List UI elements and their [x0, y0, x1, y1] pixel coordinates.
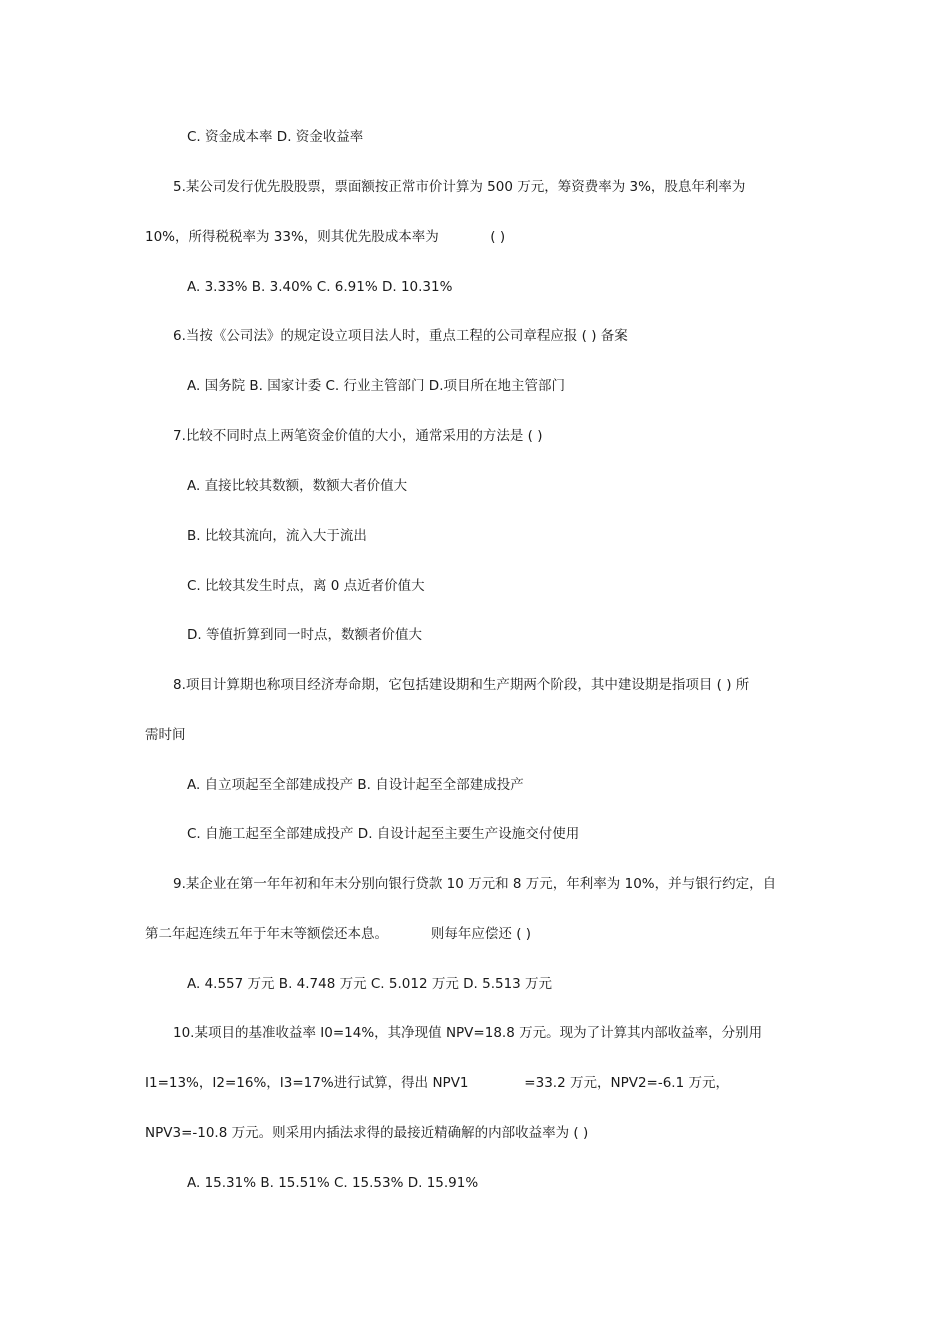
question-9-text-cont: 第二年起连续五年于年末等额偿还本息。 则每年应偿还 ( ) [145, 926, 532, 942]
question-5-text: 5.某公司发行优先股股票，票面额按正常市价计算为 500 万元，筹资费率为 3%，股息年利率为 [173, 179, 746, 195]
question-8-text-cont: 需时间 [145, 727, 186, 743]
question-7-option-d: D. 等值折算到同一时点，数额者价值大 [187, 627, 422, 643]
question-8-options-cd: C. 自施工起至全部建成投产 D. 自设计起至主要生产设施交付使用 [187, 826, 580, 842]
question-9-text: 9.某企业在第一年年初和年末分别向银行贷款 10 万元和 8 万元，年利率为 10%，并与银行约定，自 [173, 876, 777, 892]
question-5-text-cont: 10%，所得税税率为 33%，则其优先股成本率为 ( ) [145, 229, 506, 245]
question-5-options: A. 3.33% B. 3.40% C. 6.91% D. 10.31% [187, 279, 453, 295]
question-6-options: A. 国务院 B. 国家计委 C. 行业主管部门 D.项目所在地主管部门 [187, 378, 565, 394]
question-7-option-c: C. 比较其发生时点，离 0 点近者价值大 [187, 578, 425, 594]
question-6-text: 6.当按《公司法》的规定设立项目法人时，重点工程的公司章程应报 ( ) 备案 [173, 328, 628, 344]
question-10-text-cont2: NPV3=-10.8 万元。则采用内插法求得的最接近精确解的内部收益率为 ( ) [145, 1125, 589, 1141]
question-10-text: 10.某项目的基准收益率 I0=14%，其净现值 NPV=18.8 万元。现为了计算其内部收益率，分别用 [173, 1025, 763, 1041]
option-line-q4-cd: C. 资金成本率 D. 资金收益率 [187, 129, 364, 145]
question-9-options: A. 4.557 万元 B. 4.748 万元 C. 5.012 万元 D. 5.513 万元 [187, 976, 553, 992]
question-10-text-cont: I1=13%，I2=16%，I3=17%进行试算，得出 NPV1 =33.2 万元，NPV2=-6.1 万元， [145, 1075, 729, 1091]
question-7-text: 7.比较不同时点上两笔资金价值的大小，通常采用的方法是 ( ) [173, 428, 543, 444]
question-8-options-ab: A. 自立项起至全部建成投产 B. 自设计起至全部建成投产 [187, 777, 524, 793]
question-10-options: A. 15.31% B. 15.51% C. 15.53% D. 15.91% [187, 1175, 479, 1191]
question-8-text: 8.项目计算期也称项目经济寿命期，它包括建设期和生产期两个阶段，其中建设期是指项目 ( ) 所 [173, 677, 750, 693]
question-7-option-a: A. 直接比较其数额，数额大者价值大 [187, 478, 408, 494]
question-7-option-b: B. 比较其流向，流入大于流出 [187, 528, 367, 544]
